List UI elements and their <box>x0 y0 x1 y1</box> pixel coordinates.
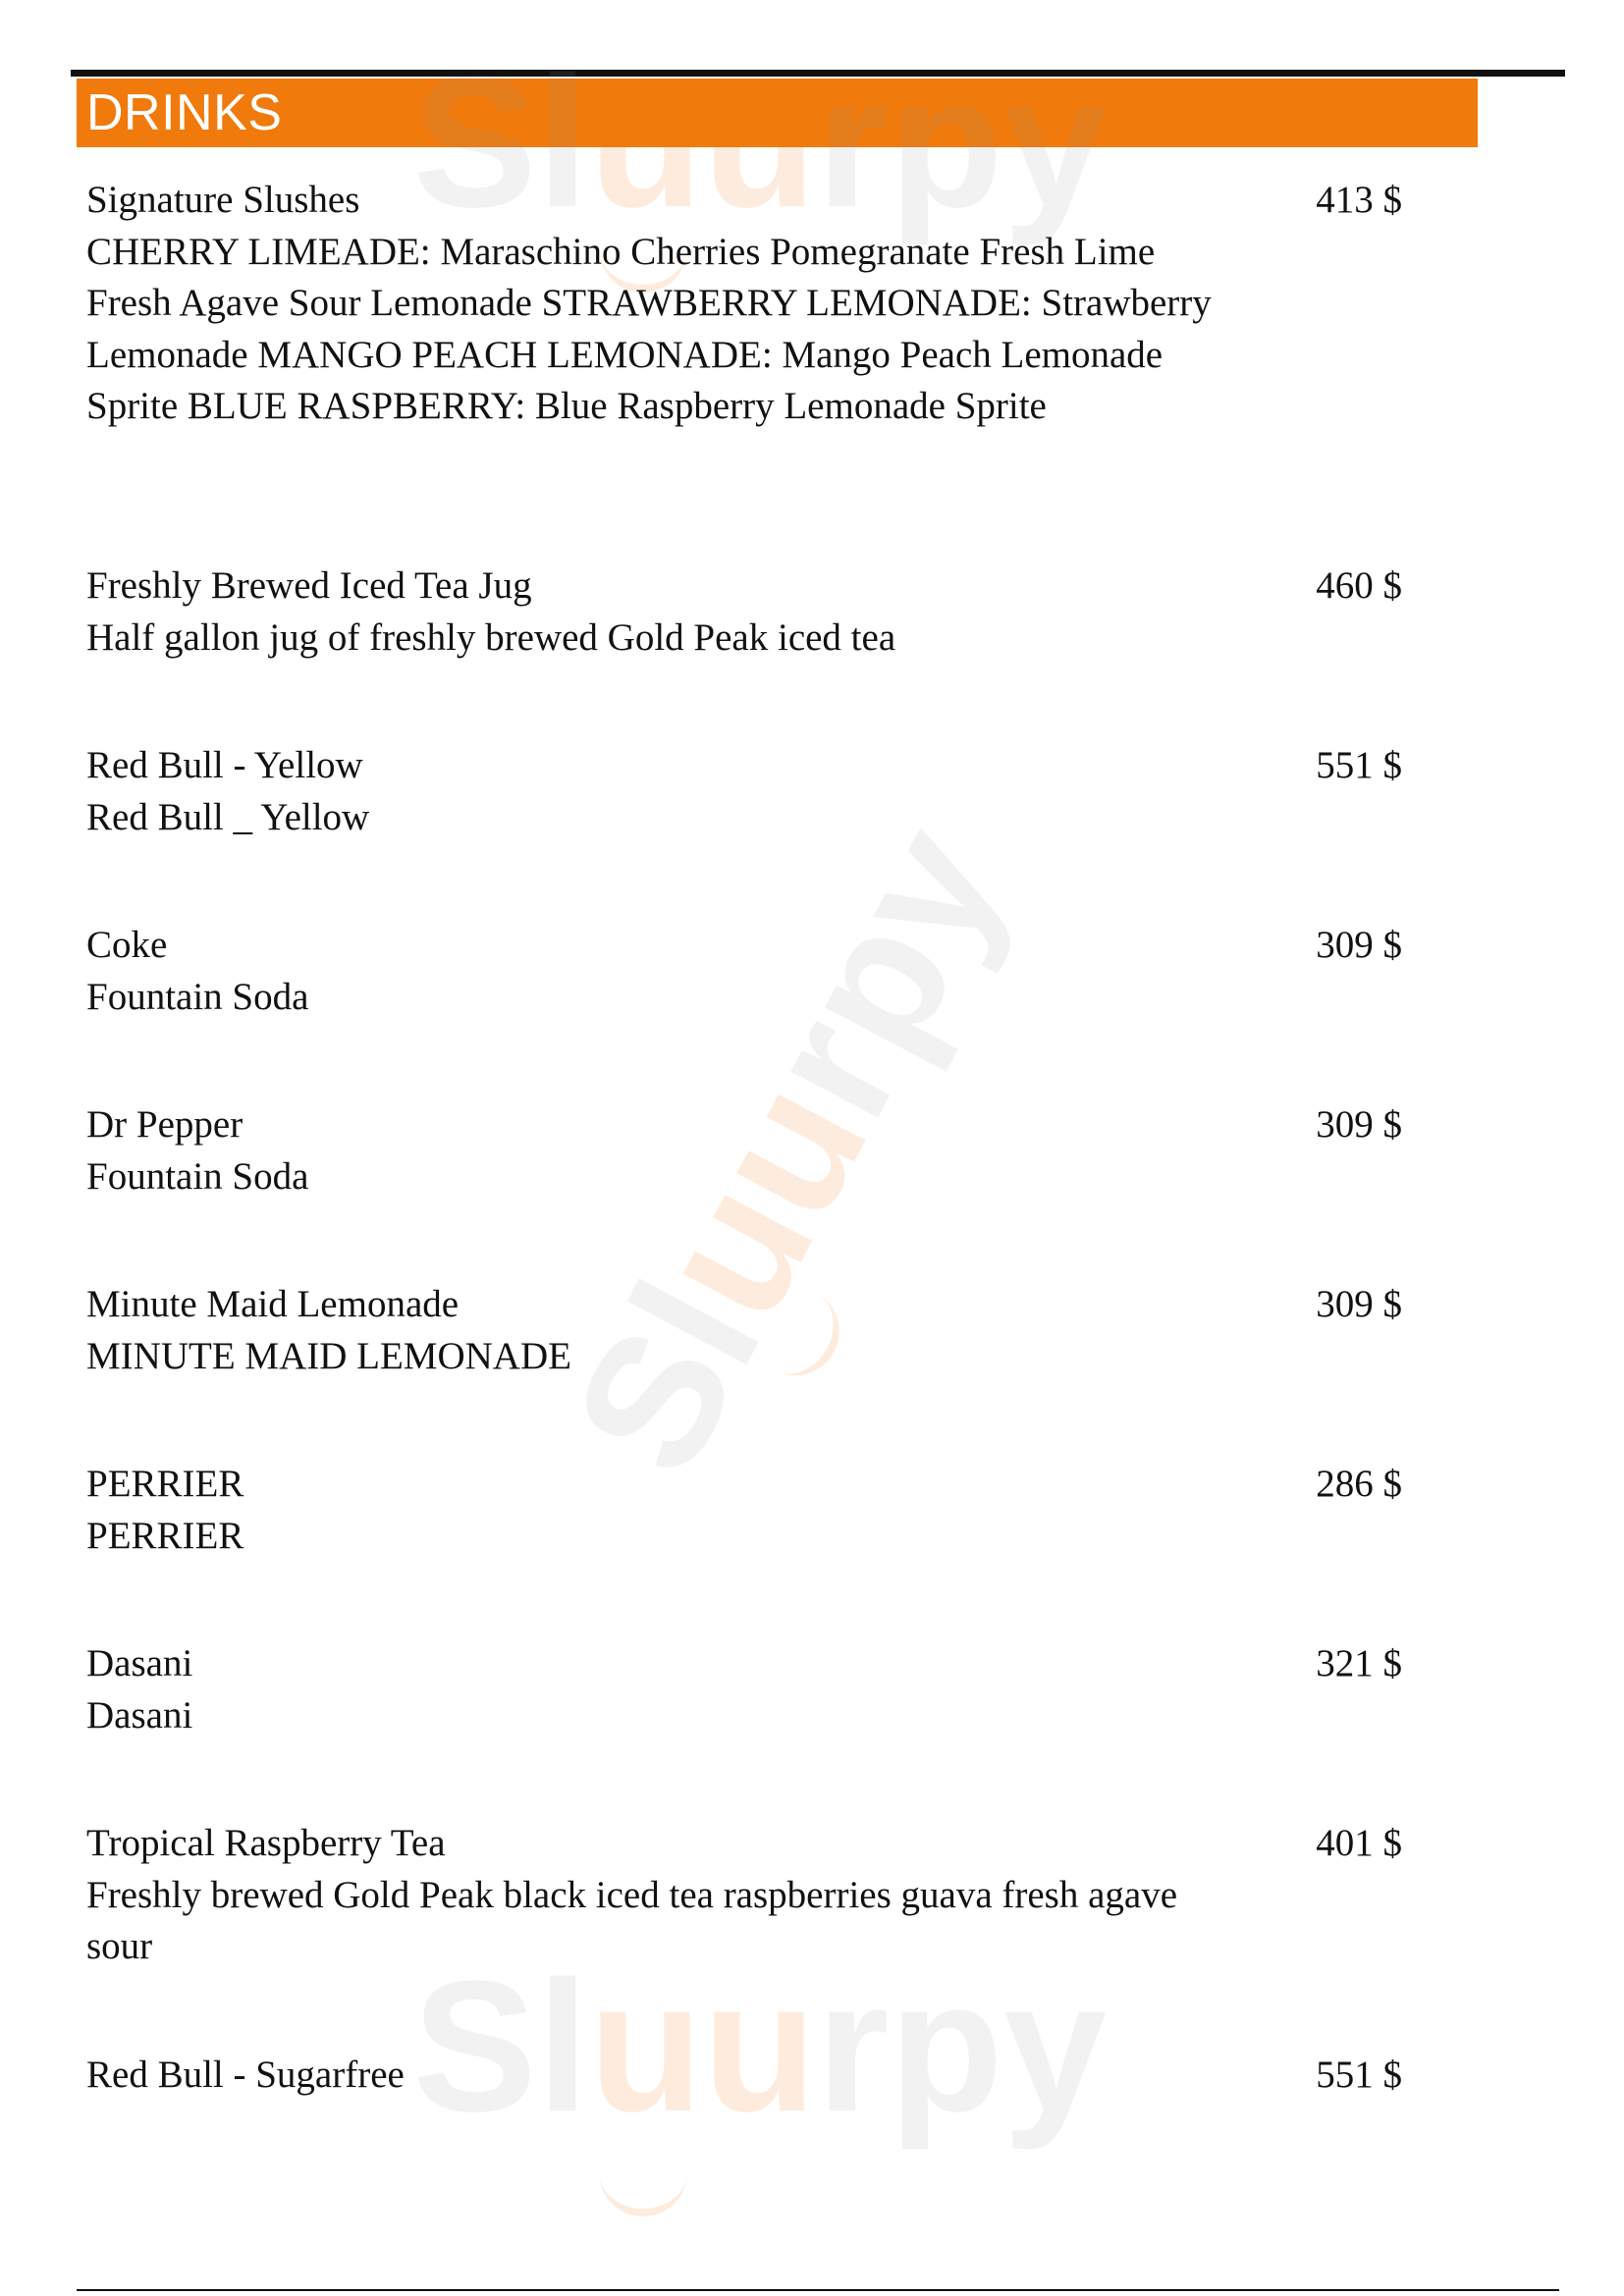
item-name: Minute Maid Lemonade <box>86 1283 460 1325</box>
item-name: Red Bull - Sugarfree <box>86 2054 405 2096</box>
section-title: DRINKS <box>86 84 283 141</box>
watermark-swirl <box>599 2140 687 2216</box>
item-price: 413 $ <box>1316 179 1402 221</box>
menu-item <box>86 1279 1402 1382</box>
item-name: PERRIER <box>86 1463 244 1505</box>
menu-item <box>86 1459 1402 1562</box>
menu-item <box>86 1818 1402 1973</box>
item-description: PERRIER <box>86 1514 244 1557</box>
item-description: Red Bull _ Yellow <box>86 795 370 838</box>
menu-item <box>86 920 1402 1023</box>
item-price: 309 $ <box>1316 1283 1402 1325</box>
item-description: Fountain Soda <box>86 975 309 1018</box>
item-description: Fountain Soda <box>86 1154 309 1198</box>
item-price: 460 $ <box>1316 564 1402 607</box>
item-price: 401 $ <box>1316 1822 1402 1864</box>
item-name: Freshly Brewed Iced Tea Jug <box>86 564 532 607</box>
menu-item <box>86 175 1402 433</box>
item-name: Tropical Raspberry Tea <box>86 1822 446 1864</box>
item-name: Signature Slushes <box>86 179 360 221</box>
item-price: 321 $ <box>1316 1642 1402 1684</box>
menu-item <box>86 2050 1402 2102</box>
menu-item <box>86 740 1402 843</box>
item-name: Dasani <box>86 1642 193 1684</box>
item-price: 551 $ <box>1316 2054 1402 2096</box>
item-description: Half gallon jug of freshly brewed Gold Peak iced tea <box>86 615 896 659</box>
item-name: Red Bull - Yellow <box>86 744 363 786</box>
item-price: 286 $ <box>1316 1463 1402 1505</box>
item-description: Freshly brewed Gold Peak black iced tea raspberries guava fresh agave sour <box>86 1873 1178 1967</box>
watermark-logo: Sluurpy <box>533 793 1044 1505</box>
item-description: Dasani <box>86 1693 193 1736</box>
menu-item <box>86 561 1402 664</box>
top-divider <box>71 70 1565 77</box>
watermark-logo: Sluurpy <box>412 1943 1108 2151</box>
section-header <box>77 79 1478 147</box>
menu-item <box>86 1099 1402 1202</box>
item-price: 309 $ <box>1316 1103 1402 1146</box>
bottom-divider <box>77 2289 1559 2291</box>
item-name: Coke <box>86 924 168 966</box>
menu-item <box>86 1638 1402 1741</box>
item-price: 551 $ <box>1316 744 1402 786</box>
item-description: MINUTE MAID LEMONADE <box>86 1334 571 1377</box>
item-name: Dr Pepper <box>86 1103 244 1146</box>
item-price: 309 $ <box>1316 924 1402 966</box>
item-description: CHERRY LIMEADE: Maraschino Cherries Pomegranate Fresh Lime Fresh Agave Sour Lemonade STRAWBERRY LEMONADE: Strawberry Lemonade MANGO PEACH LEMONADE: Mango Peach Lemonade Sprite BLUE RASPBERRY: Blue Raspberry Lemonade Sprite <box>86 230 1212 427</box>
